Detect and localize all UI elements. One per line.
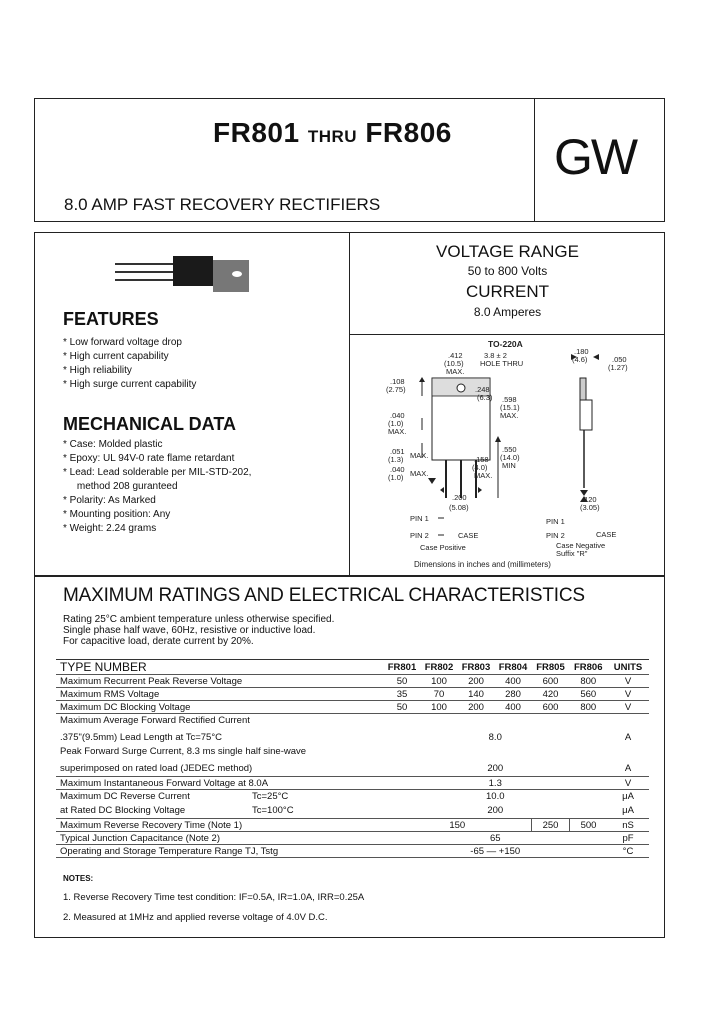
dim-label: (1.27) <box>608 363 628 372</box>
list-item: * Case: Molded plastic <box>63 439 163 450</box>
dim-label: MAX. <box>410 451 429 460</box>
table-cell: 280 <box>495 688 532 701</box>
table-row <box>56 714 649 746</box>
dim-label: 3.8 ± 2 <box>484 351 507 360</box>
table-cell: 600 <box>532 675 570 688</box>
table-cell: 100 <box>421 675 458 688</box>
column-header: UNITS <box>607 660 649 675</box>
table-cell: 600 <box>532 701 570 714</box>
table-cell: 200 <box>458 675 495 688</box>
row-label: Maximum DC Blocking Voltage <box>56 701 384 714</box>
table-row <box>56 832 649 845</box>
column-header: FR802 <box>421 660 458 675</box>
dim-label: .248 <box>475 385 490 394</box>
pin1-label: PIN 1 <box>546 517 565 526</box>
dim-label: MAX. <box>388 427 407 436</box>
table-cell: 140 <box>458 688 495 701</box>
ratings-divider <box>349 334 665 335</box>
case-positive-label: Case Positive <box>420 543 466 552</box>
table-cell: 800 <box>570 701 608 714</box>
dim-label: .050 <box>612 355 627 364</box>
package-diagram <box>352 338 664 574</box>
table-cell: -65 — +150 <box>384 845 608 858</box>
dim-label: (3.05) <box>580 503 600 512</box>
dim-label: .108 <box>390 377 405 386</box>
dim-label: .158 <box>474 455 489 464</box>
dim-label: .120 <box>582 495 597 504</box>
row-label <box>56 714 384 746</box>
dim-label: .598 <box>502 395 517 404</box>
row-label: Typical Junction Capacitance (Note 2) <box>56 832 384 845</box>
dim-label: .550 <box>502 445 517 454</box>
ir-label-2: at Rated DC Blocking Voltage <box>60 804 186 816</box>
unit-cell: °C <box>607 845 649 858</box>
dim-label: .412 <box>448 351 463 360</box>
unit-cell: μA <box>622 804 634 816</box>
row-label: Maximum Recurrent Peak Reverse Voltage <box>56 675 384 688</box>
table-cell: 200 <box>487 763 504 774</box>
list-item: * Mounting position: Any <box>63 509 171 520</box>
column-header: FR805 <box>532 660 570 675</box>
table-row <box>56 701 649 714</box>
dim-label: MAX. <box>410 469 429 478</box>
table-row <box>56 845 649 858</box>
page-title <box>213 117 452 149</box>
table-row <box>56 675 649 688</box>
case-negative-label: Case Negative <box>556 541 606 550</box>
dim-label: (6.3) <box>477 393 493 402</box>
avg-current-label-1: Maximum Average Forward Rectified Current <box>60 715 250 726</box>
list-item: * Epoxy: UL 94V-0 rate flame retardant <box>63 453 235 464</box>
table-row <box>56 819 649 832</box>
thru-label: THRU <box>307 127 358 146</box>
dim-label: (1.0) <box>388 419 404 428</box>
dim-label: (4.0) <box>472 463 488 472</box>
dim-label: MAX. <box>474 471 493 480</box>
characteristics-heading: MAXIMUM RATINGS AND ELECTRICAL CHARACTERISTICS <box>63 585 585 606</box>
current-value: 8.0 Amperes <box>473 305 542 319</box>
dim-label: .051 <box>390 447 405 456</box>
table-cell: 100 <box>421 701 458 714</box>
dim-label: HOLE THRU <box>480 359 524 368</box>
unit-cell: V <box>607 777 649 790</box>
table-row <box>56 777 649 790</box>
table-cell: 8.0 <box>384 714 608 746</box>
part-end: FR806 <box>365 117 452 148</box>
list-item: * High surge current capability <box>63 379 197 390</box>
row-label: Maximum Reverse Recovery Time (Note 1) <box>56 819 384 832</box>
dim-label: .200 <box>452 493 467 502</box>
unit-cell: V <box>607 688 649 701</box>
characteristics-table <box>56 659 649 858</box>
features-list <box>63 336 196 392</box>
dim-label: (15.1) <box>500 403 520 412</box>
note-2: 2. Measured at 1MHz and applied reverse voltage of 4.0V D.C. <box>63 912 328 923</box>
table-cell: 500 <box>570 819 608 832</box>
unit-cell: nS <box>607 819 649 832</box>
surge-label-2: superimposed on rated load (JEDEC method) <box>60 763 253 774</box>
list-item: * Weight: 2.24 grams <box>63 523 157 534</box>
dim-label: (10.5) <box>444 359 464 368</box>
suffix-r-label: Suffix "R" <box>556 549 588 558</box>
gw-logo: GW <box>554 129 637 185</box>
list-item: * Low forward voltage drop <box>63 337 182 348</box>
list-item: * Lead: Lead solderable per MIL-STD-202, <box>63 467 252 478</box>
table-cell: 560 <box>570 688 608 701</box>
column-header: FR806 <box>570 660 608 675</box>
ir-cond-1: Tc=25°C <box>252 790 289 802</box>
dim-label: (4.6) <box>572 355 588 364</box>
table-row <box>56 745 649 777</box>
list-item: * High current capability <box>63 351 169 362</box>
current-label: CURRENT <box>465 282 550 301</box>
table-cell: 200 <box>458 701 495 714</box>
table-cell: 50 <box>384 701 421 714</box>
table-cell: 250 <box>532 819 570 832</box>
case-label: CASE <box>596 530 617 539</box>
row-label: Maximum RMS Voltage <box>56 688 384 701</box>
table-cell: 420 <box>532 688 570 701</box>
column-header: TYPE NUMBER <box>56 660 384 675</box>
pin2-label: PIN 2 <box>546 531 565 540</box>
table-cell: 1.3 <box>384 777 608 790</box>
mechanical-heading: MECHANICAL DATA <box>63 414 236 434</box>
table-cell: 65 <box>384 832 608 845</box>
dim-label: (2.75) <box>386 385 406 394</box>
table-cell: 400 <box>495 701 532 714</box>
unit-cell: pF <box>607 832 649 845</box>
list-item: method 208 guranteed <box>63 481 178 492</box>
voltage-range-label: VOLTAGE RANGE <box>436 242 579 261</box>
dim-label: (14.0) <box>500 453 520 462</box>
table-cell: 800 <box>570 675 608 688</box>
table-cell: 400 <box>495 675 532 688</box>
rating-line: Rating 25°C ambient temperature unless otherwise specified. <box>63 614 335 625</box>
pin1-label: PIN 1 <box>410 514 429 523</box>
pin2-label: PIN 2 <box>410 531 429 540</box>
surge-label-1: Peak Forward Surge Current, 8.3 ms single half sine-wave <box>60 746 307 757</box>
dim-label: (5.08) <box>449 503 469 512</box>
dim-label: (1.3) <box>388 455 404 464</box>
rating-notes <box>63 614 334 647</box>
table-cell: 35 <box>384 688 421 701</box>
features-heading: FEATURES <box>63 309 159 329</box>
unit-cell: A <box>624 763 632 774</box>
mechanical-list <box>63 438 251 536</box>
column-header: FR803 <box>458 660 495 675</box>
ir-cond-2: Tc=100°C <box>252 804 294 816</box>
table-cell: 200 <box>487 804 504 816</box>
dim-label: MAX. <box>500 411 519 420</box>
table-cell: 70 <box>421 688 458 701</box>
column-header: FR801 <box>384 660 421 675</box>
row-label <box>56 790 384 803</box>
row-label: Maximum Instantaneous Forward Voltage at 8.0A <box>56 777 384 790</box>
list-item: * Polarity: As Marked <box>63 495 156 506</box>
package-image <box>115 250 255 300</box>
unit-cell: μA <box>607 790 649 803</box>
row-label <box>56 745 384 777</box>
notes-heading: NOTES: <box>63 874 94 883</box>
table-cell: 150 <box>384 819 532 832</box>
dim-label: .180 <box>574 347 589 356</box>
row-label: Operating and Storage Temperature Range TJ, Tstg <box>56 845 384 858</box>
unit-cell: V <box>607 701 649 714</box>
table-row <box>56 802 649 819</box>
note-1: 1. Reverse Recovery Time test condition: IF=0.5A, IR=1.0A, IRR=0.25A <box>63 892 365 903</box>
package-name: TO-220A <box>488 339 523 349</box>
diagram-caption: Dimensions in inches and (millimeters) <box>414 560 551 569</box>
list-item: * High reliability <box>63 365 132 376</box>
table-cell: 10.0 <box>384 790 608 803</box>
unit-cell: A <box>607 714 649 746</box>
table-row <box>56 688 649 701</box>
dim-label: MAX. <box>446 367 465 376</box>
column-header: FR804 <box>495 660 532 675</box>
part-start: FR801 <box>213 117 300 148</box>
subtitle: 8.0 AMP FAST RECOVERY RECTIFIERS <box>64 195 381 214</box>
table-row <box>56 790 649 803</box>
rating-line: Single phase half wave, 60Hz, resistive or inductive load. <box>63 625 316 636</box>
dim-label: (1.0) <box>388 473 404 482</box>
table-header-row <box>56 660 649 675</box>
rating-line: For capacitive load, derate current by 20%. <box>63 636 254 647</box>
case-label: CASE <box>458 531 479 540</box>
table-cell: 50 <box>384 675 421 688</box>
dim-label: MIN <box>502 461 516 470</box>
dim-label: .040 <box>390 411 405 420</box>
voltage-range-value: 50 to 800 Volts <box>467 264 548 278</box>
row-label <box>56 802 384 819</box>
unit-cell: V <box>607 675 649 688</box>
ir-label-1: Maximum DC Reverse Current <box>60 790 190 802</box>
dim-label: .040 <box>390 465 405 474</box>
avg-current-label-2: .375"(9.5mm) Lead Length at Tc=75°C <box>60 732 222 743</box>
